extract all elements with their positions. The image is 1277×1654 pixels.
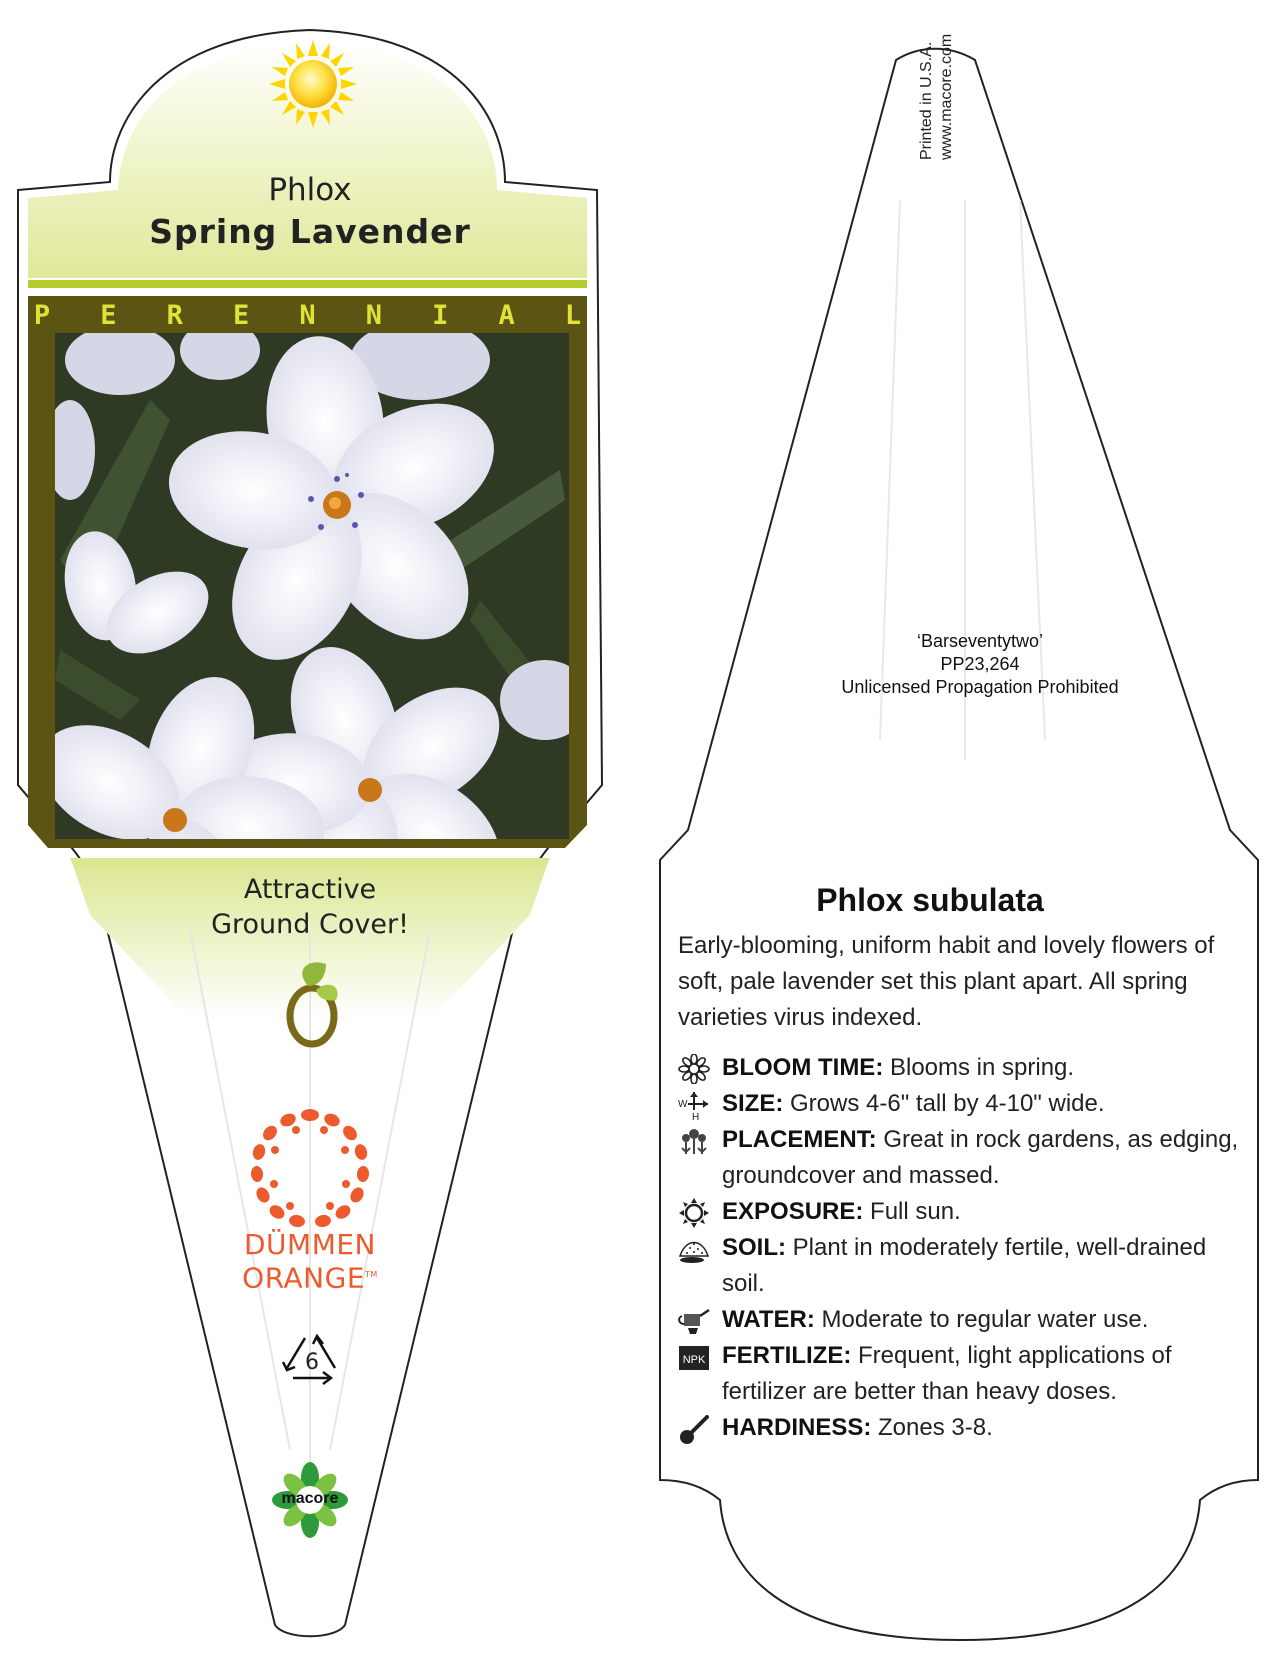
category-letter: L	[564, 300, 582, 331]
care-label: SIZE:	[722, 1090, 784, 1117]
category-letter: R	[166, 300, 183, 331]
watering-can-icon	[678, 1306, 710, 1336]
brand-line-2: ORANGE™	[242, 1261, 378, 1295]
patent-number: PP23,264	[940, 654, 1020, 674]
tagline-line-1: Attractive	[243, 874, 377, 905]
care-row-fertilize	[678, 1338, 1248, 1410]
plant-description: Early-blooming, uniform habit and lovely flowers of soft, pale lavender set this plant apart. All spring varieties virus indexed.	[678, 932, 1215, 1031]
care-row-exposure	[678, 1194, 1248, 1230]
size-w-letter: W	[678, 1099, 688, 1110]
care-row-water	[678, 1302, 1248, 1338]
printer-info	[917, 34, 957, 160]
care-label: SOIL:	[722, 1234, 786, 1261]
propagation-notice: Unlicensed Propagation Prohibited	[841, 677, 1119, 697]
care-row-hardiness	[678, 1410, 1248, 1446]
care-label: BLOOM TIME:	[722, 1054, 884, 1081]
size-h-letter: H	[692, 1112, 700, 1120]
category-letter: A	[498, 300, 515, 331]
care-row-bloom-time	[678, 1050, 1248, 1086]
category-letter: I	[432, 300, 449, 331]
printed-in: Printed in U.S.A.	[918, 41, 935, 160]
tagline-line-2: Ground Cover!	[211, 909, 409, 940]
care-text: Moderate to regular water use.	[814, 1306, 1149, 1333]
care-row-placement	[678, 1122, 1248, 1194]
care-label: FERTILIZE:	[722, 1342, 852, 1369]
macore-wordmark: macore	[281, 1490, 339, 1507]
plant-genus: Phlox	[268, 172, 352, 208]
placement-plants-icon	[678, 1126, 710, 1156]
thermometer-icon	[678, 1414, 710, 1444]
care-label: WATER:	[722, 1306, 815, 1333]
recycle-code: 6	[305, 1350, 319, 1375]
category-letter: P	[33, 300, 51, 331]
soil-pile-icon	[678, 1234, 710, 1264]
patent-block	[780, 630, 1180, 699]
plant-variety: Spring Lavender	[149, 212, 471, 251]
category-letter: E	[232, 300, 250, 331]
care-text: Great in rock gardens, as edging, groundcover and massed.	[722, 1126, 1239, 1189]
sun-icon	[678, 1198, 710, 1228]
trademark-mark: TM	[365, 1270, 378, 1279]
bloom-flower-icon	[678, 1054, 710, 1084]
category-letter: N	[299, 300, 316, 331]
category-letter: E	[100, 300, 117, 331]
dummen-orange-wordmark	[230, 1230, 390, 1293]
category-label	[30, 300, 585, 331]
care-text: Frequent, light applications of fertilizer are better than heavy doses.	[722, 1342, 1172, 1405]
npk-label: NPK	[682, 1354, 706, 1366]
care-label: EXPOSURE:	[722, 1198, 864, 1225]
care-row-size	[678, 1086, 1248, 1122]
care-text: Grows 4-6" tall by 4-10" wide.	[783, 1090, 1105, 1117]
care-text: Plant in moderately fertile, well-drained soil.	[722, 1234, 1207, 1297]
cultivar-name: ‘Barseventytwo’	[916, 631, 1044, 651]
care-text: Full sun.	[863, 1198, 961, 1225]
sun-icon	[269, 40, 357, 128]
care-row-soil	[678, 1230, 1248, 1302]
category-letter: N	[365, 300, 382, 331]
care-instructions	[678, 1050, 1248, 1446]
printer-url: www.macore.com	[938, 33, 955, 160]
tagline	[150, 872, 470, 942]
care-text: Blooms in spring.	[883, 1054, 1075, 1081]
care-text: Zones 3-8.	[871, 1414, 993, 1441]
npk-fertilizer-icon	[678, 1342, 710, 1372]
scientific-name: Phlox subulata	[816, 882, 1044, 918]
brand-line-1: DÜMMEN	[243, 1228, 376, 1261]
care-label: HARDINESS:	[722, 1414, 872, 1441]
care-label: PLACEMENT:	[722, 1126, 877, 1153]
size-arrows-icon	[678, 1090, 710, 1120]
